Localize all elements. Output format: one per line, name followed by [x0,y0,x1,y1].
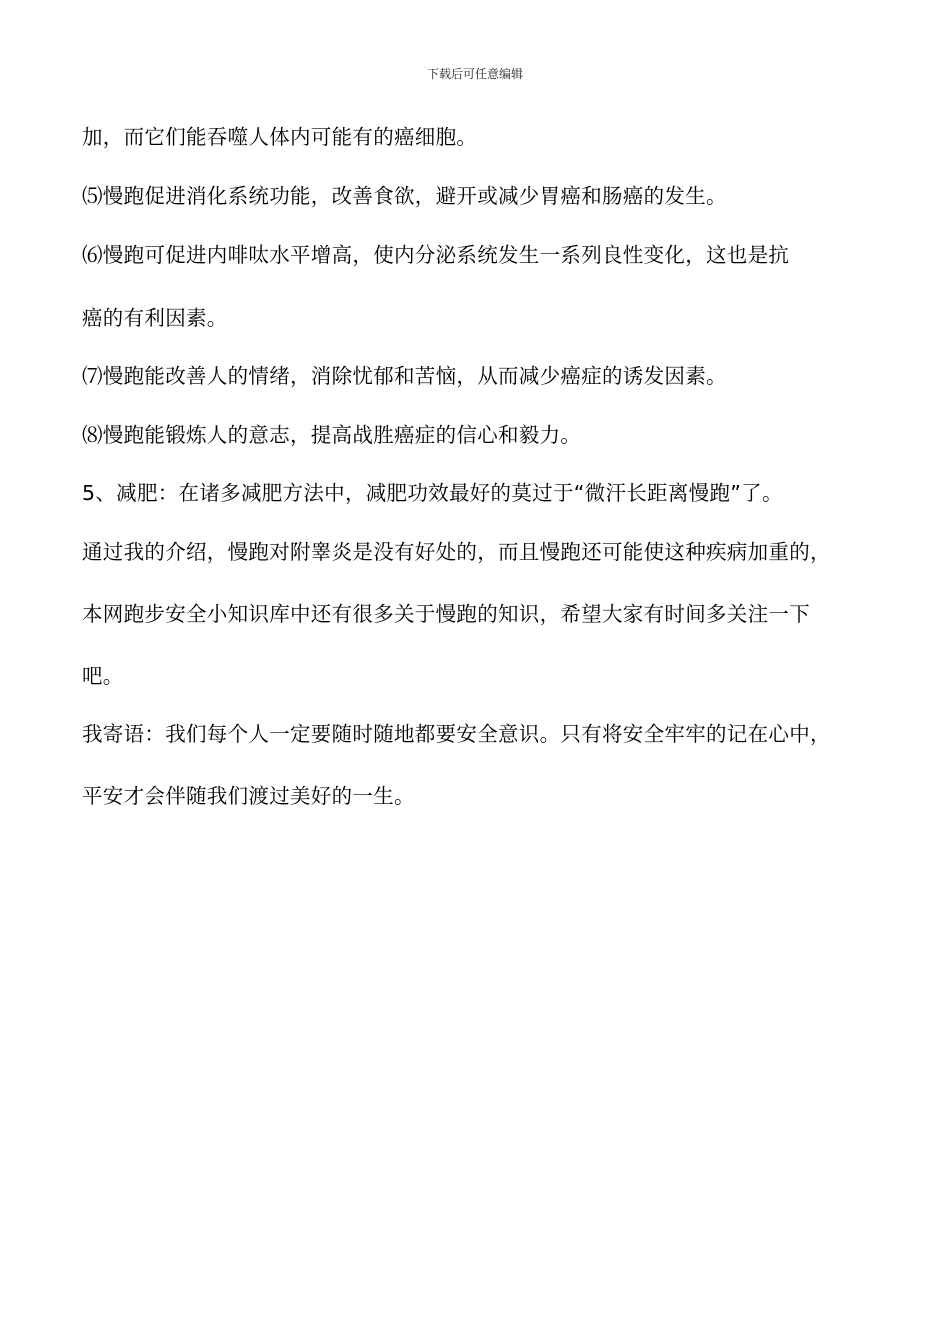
text-line: 癌的有利因素。 [82,306,228,330]
text-line: 5、减肥：在诸多减肥方法中，减肥功效最好的莫过于“微汗长距离慢跑”了。 [82,481,783,505]
text-line: 加，而它们能吞噬人体内可能有的癌细胞。 [82,125,478,149]
text-line: 本网跑步安全小知识库中还有很多关于慢跑的知识，希望大家有时间多关注一下 [82,602,810,626]
page-header-note: 下载后可任意编辑 [426,67,523,81]
text-line: 我寄语：我们每个人一定要随时随地都要安全意识。只有将安全牢牢的记在心中， [82,722,831,746]
text-line: 平安才会伴随我们渡过美好的一生。 [82,784,415,808]
text-line: ⑻慢跑能锻炼人的意志，提高战胜癌症的信心和毅力。 [82,423,582,447]
text-line: 通过我的介绍，慢跑对附睾炎是没有好处的，而且慢跑还可能使这种疾病加重的， [82,540,831,564]
text-line: ⑸慢跑促进消化系统功能，改善食欲，避开或减少胃癌和肠癌的发生。 [82,184,727,208]
text-line: ⑹慢跑可促进内啡呔水平增高，使内分泌系统发生一系列良性变化，这也是抗 [82,243,790,267]
text-line: 吧。 [82,664,124,688]
text-line: ⑺慢跑能改善人的情绪，消除忧郁和苦恼，从而减少癌症的诱发因素。 [82,364,727,388]
